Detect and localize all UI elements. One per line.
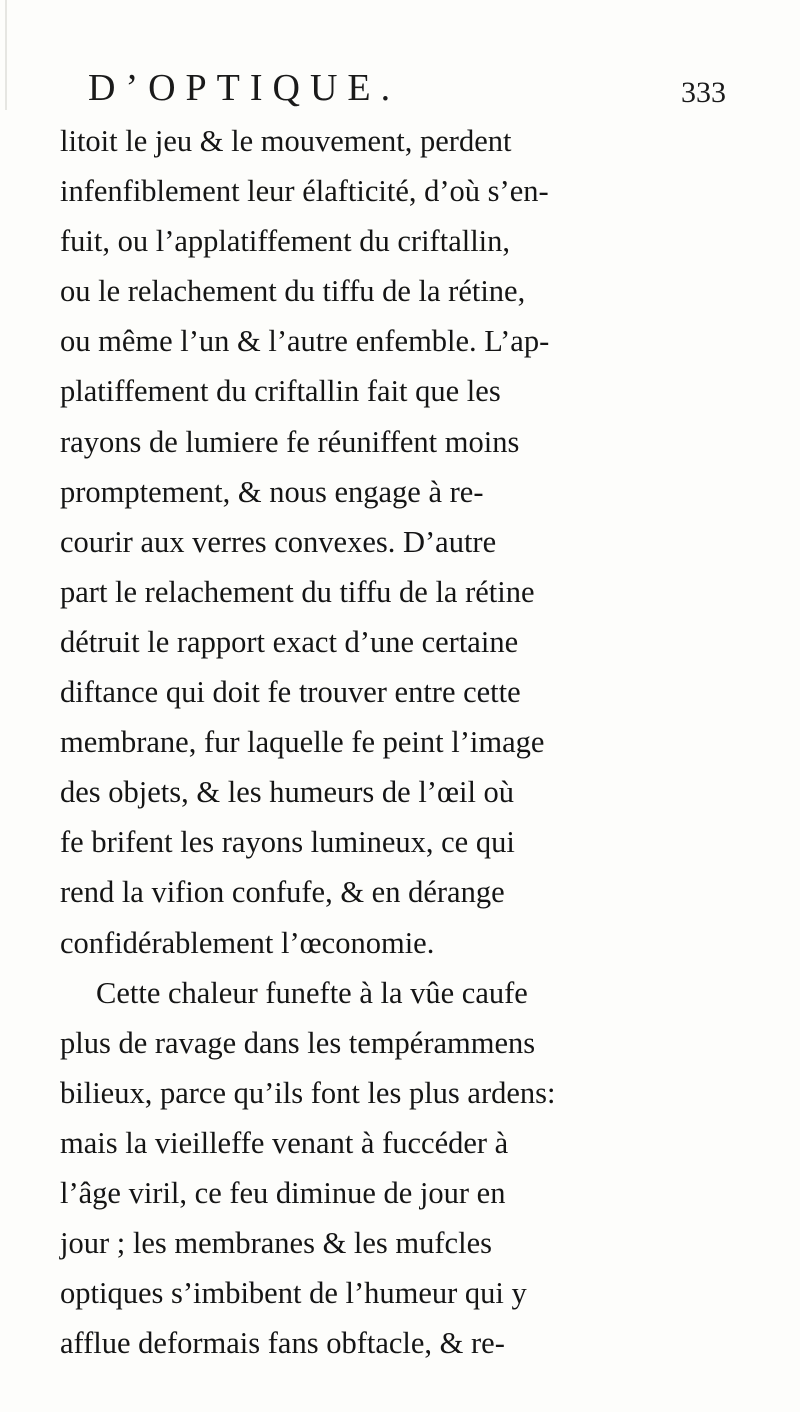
- text-line: infenfiblement leur élafticité, d’où s’en-: [60, 174, 549, 209]
- text-line: l’âge viril, ce feu diminue de jour en: [60, 1175, 506, 1210]
- text-line: litoit le jeu & le mouvement, perdent: [60, 124, 512, 158]
- text-line: afflue deformais fans obftacle, & re-: [60, 1326, 505, 1361]
- text-line: des objets, & les humeurs de l’œil où: [60, 775, 515, 810]
- body-text: [60, 116, 750, 1368]
- text-line: fuit, ou l’applatiffement du criftallin,: [60, 224, 511, 259]
- text-line: courir aux verres convexes. D’autre: [60, 524, 497, 559]
- text-line: membrane, fur laquelle fe peint l’image: [60, 725, 545, 760]
- text-line: ou même l’un & l’autre enfemble. L’ap-: [60, 324, 550, 359]
- text-line: platiffement du criftallin fait que les: [60, 374, 501, 409]
- page-number: 333: [681, 76, 726, 109]
- text-line: ou le relachement du tiffu de la rétine,: [60, 274, 526, 309]
- text-line: diftance qui doit fe trouver entre cette: [60, 675, 521, 710]
- text-line: optiques s’imbibent de l’humeur qui y: [60, 1276, 527, 1311]
- running-head: D’OPTIQUE.: [88, 67, 401, 109]
- page-edge-mark: [5, 0, 7, 110]
- paragraph-start-line: Cette chaleur funefte à la vûe caufe: [96, 975, 528, 1010]
- text-line: mais la vieilleffe venant à fuccéder à: [60, 1125, 509, 1160]
- text-line: détruit le rapport exact d’une certaine: [60, 624, 519, 659]
- text-line: rend la vifion confufe, & en dérange: [60, 875, 505, 910]
- text-line: bilieux, parce qu’ils font les plus ardens:: [60, 1075, 556, 1110]
- text-line: jour ; les membranes & les mufcles: [60, 1226, 492, 1261]
- text-line: plus de ravage dans les tempérammens: [60, 1025, 536, 1060]
- text-line: fe brifent les rayons lumineux, ce qui: [60, 825, 515, 860]
- text-line: rayons de lumiere fe réuniffent moins: [60, 424, 520, 459]
- text-line: part le relachement du tiffu de la rétine: [60, 574, 535, 609]
- text-line: promptement, & nous engage à re-: [60, 474, 484, 509]
- text-line: confidérablement l’œconomie.: [60, 925, 435, 960]
